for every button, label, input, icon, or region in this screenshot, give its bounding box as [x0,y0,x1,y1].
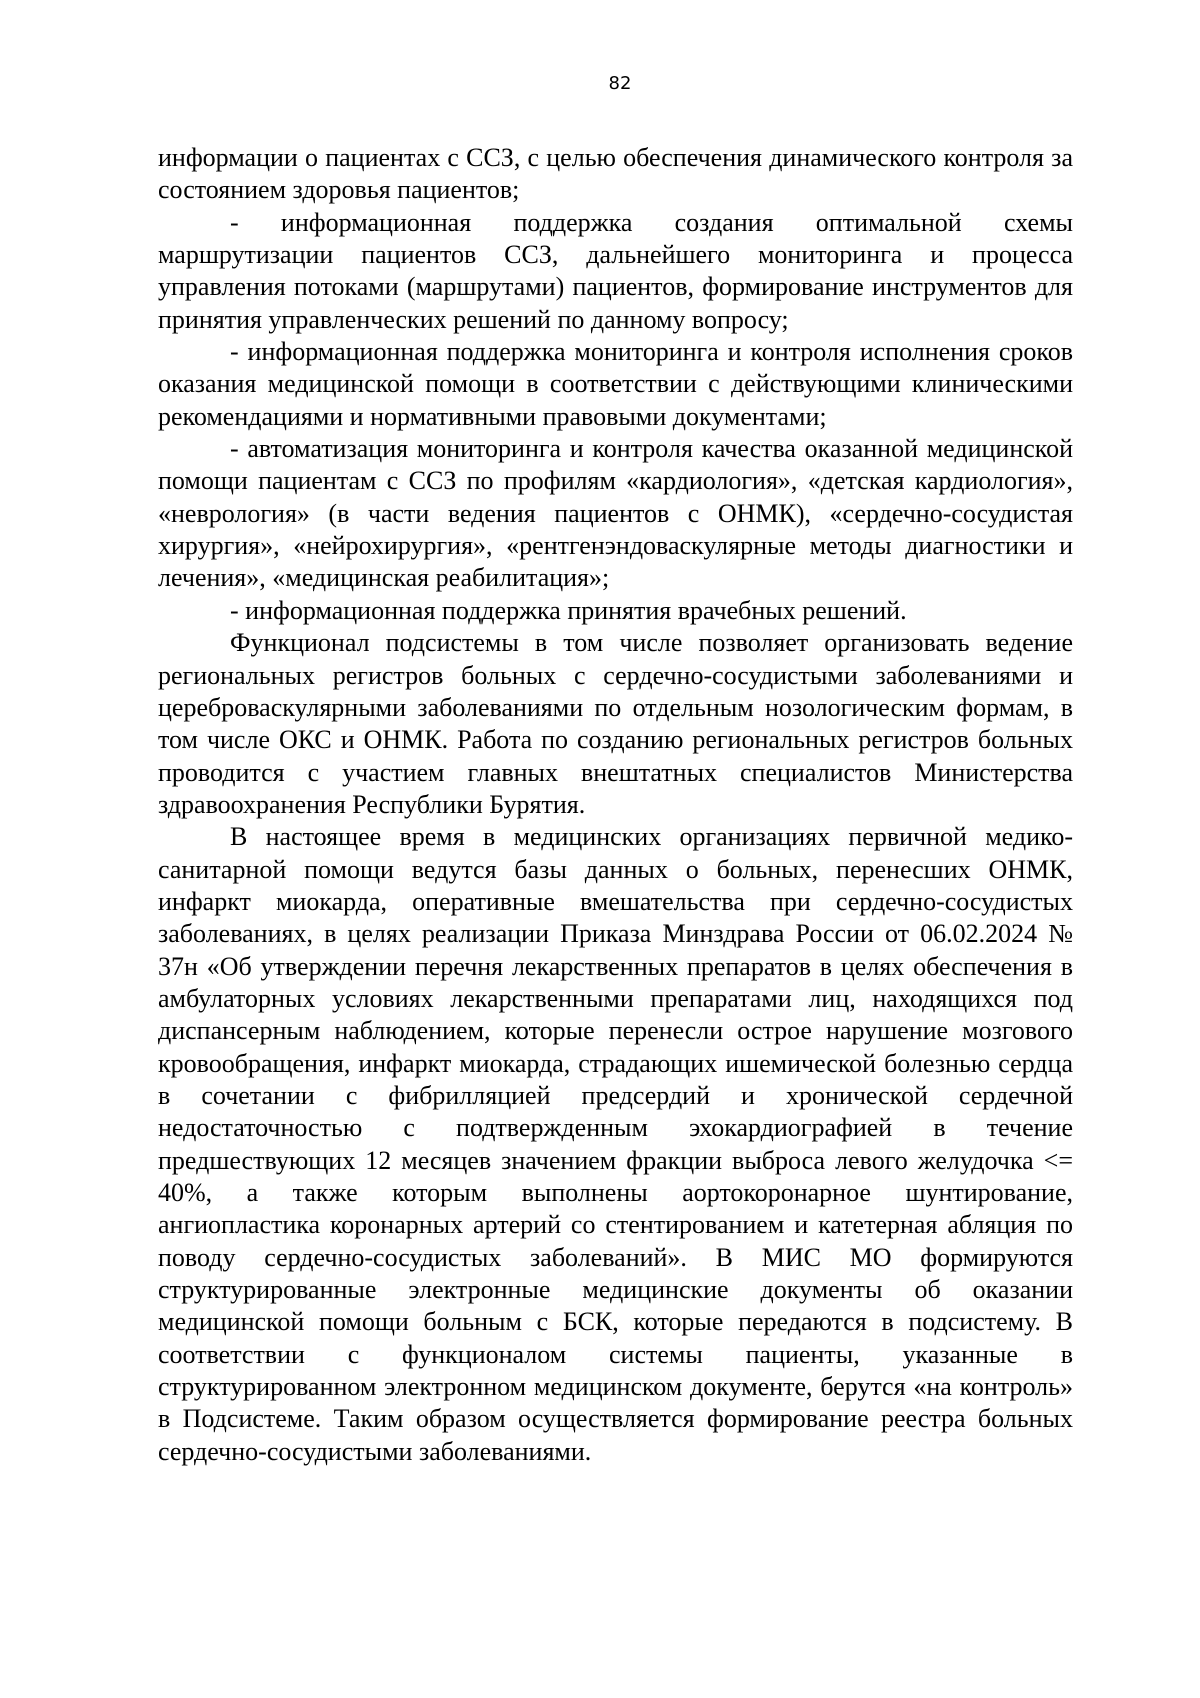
paragraph-databases: В настоящее время в медицинских организациях первичной медико-санитарной помощи ведутся базы данных о больных, перенесших ОНМК, инфаркт миокарда, оперативные вмешательства при сердечно-сосудистых заболеваниях, в целях реализации Приказа Минздрава России от 06.02.2024 № 37н «Об утверждении перечня лекарственных препаратов в целях обеспечения в амбулаторных условиях лекарственными препаратами лиц, находящихся под диспансерным наблюдением, которые перенесли острое нарушение мозгового кровообращения, инфаркт миокарда, страдающих ишемической болезнью сердца в сочетании с фибрилляцией предсердий и хронической сердечной недостаточностью с подтвержденным эхокардиографией в течение предшествующих 12 месяцев значением фракции выброса левого желудочка <= 40%, а также которым выполнены аортокоронарное шунтирование, ангиопластика коронарных артерий со стентированием и катетерная абляция по поводу сердечно-сосудистых заболеваний». В МИС МО формируются структурированные электронные медицинские документы об оказании медицинской помощи больным с БСК, которые передаются в подсистему. В соответствии с функционалом системы пациенты, указанные в структурированном электронном медицинском документе, берутся «на контроль» в Подсистеме. Таким образом осуществляется формирование реестра больных сердечно-сосудистыми заболеваниями. [158,822,1073,1466]
page-number: 82 [608,73,632,94]
list-item-quality-automation: - автоматизация мониторинга и контроля качества оказанной медицинской помощи пациентам с ССЗ по профилям «кардиология», «детская кардиология», «неврология» (в части ведения пациентов с ОНМК), «сердечно-сосудистая хирургия», «нейрохирургия», «рентгенэндоваскулярные методы диагностики и лечения», «медицинская реабилитация»; [158,434,1073,593]
body-text [158,142,1073,1468]
list-item-monitoring-support: - информационная поддержка мониторинга и контроля исполнения сроков оказания медицинской помощи в соответствии с действующими клиническими рекомендациями и нормативными правовыми документами; [158,337,1073,431]
paragraph-registers: Функционал подсистемы в том числе позволяет организовать ведение региональных регистров больных с сердечно-сосудистыми заболеваниями и цереброваскулярными заболеваниями по отдельным нозологическим формам, в том числе ОКС и ОНМК. Работа по созданию региональных регистров больных проводится с участием главных внештатных специалистов Министерства здравоохранения Республики Бурятия. [158,628,1073,819]
list-item-routing-support: - информационная поддержка создания оптимальной схемы маршрутизации пациентов ССЗ, дальнейшего мониторинга и процесса управления потоками (маршрутами) пациентов, формирование инструментов для принятия управленческих решений по данному вопросу; [158,207,1073,334]
list-item-decision-support: - информационная поддержка принятия врачебных решений. [230,595,907,625]
paragraph-continuation: информации о пациентах с ССЗ, с целью обеспечения динамического контроля за состоянием здоровья пациентов; [158,143,1073,205]
